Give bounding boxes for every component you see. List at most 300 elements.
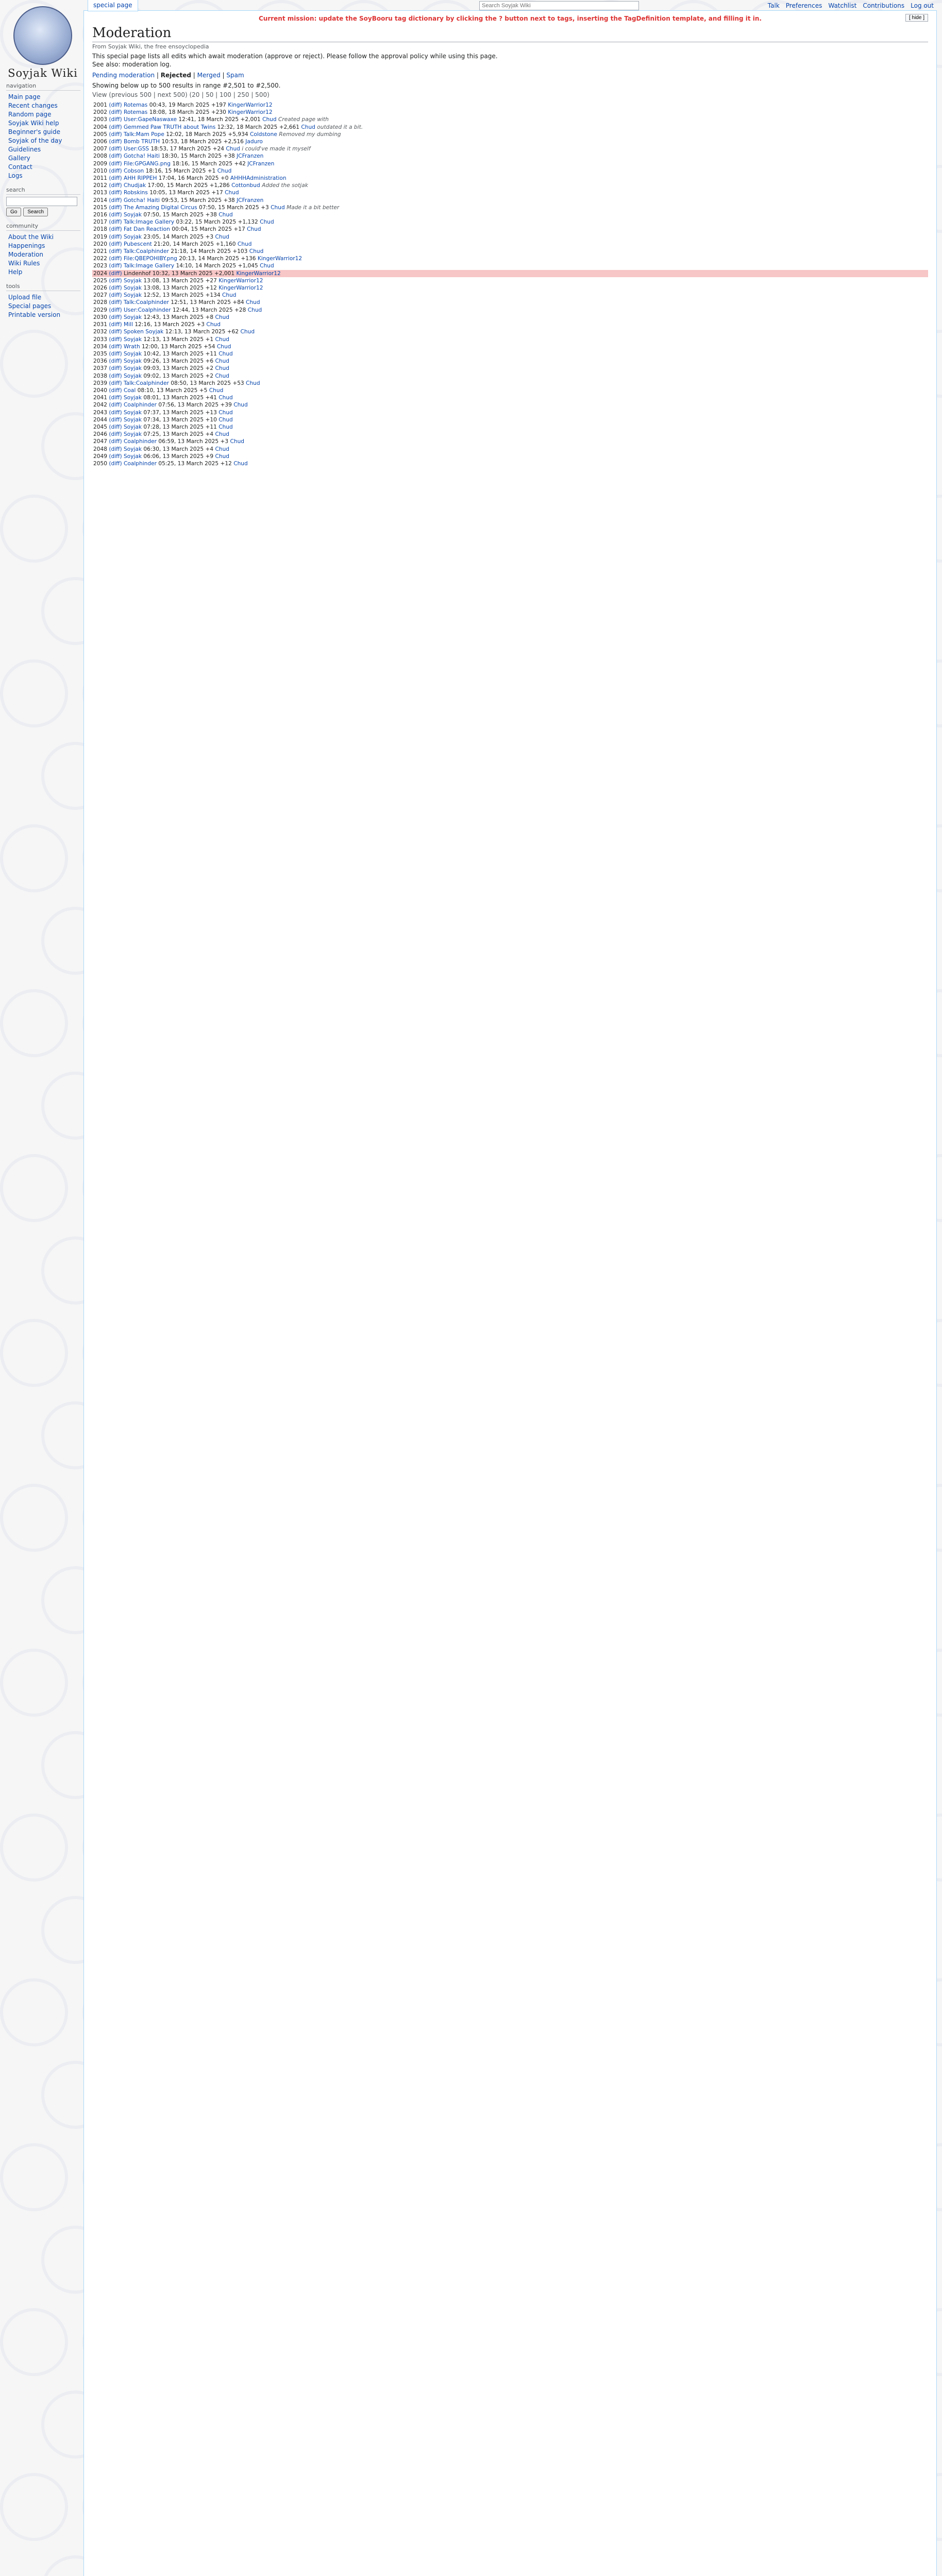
contributions-link[interactable]: Contributions xyxy=(863,2,905,9)
user-link[interactable]: Chud xyxy=(222,292,237,299)
diff-link[interactable]: (diff) xyxy=(109,329,122,335)
page-link[interactable]: Gotcha! Haiti xyxy=(123,153,160,160)
community-link[interactable]: Wiki Rules xyxy=(8,260,40,267)
diff-link[interactable]: (diff) xyxy=(109,167,122,174)
page-link[interactable]: User:GapeNaswaxe xyxy=(123,116,177,123)
diff-link[interactable]: (diff) xyxy=(109,256,122,262)
diff-link[interactable]: (diff) xyxy=(109,423,122,430)
logo-emblem xyxy=(13,6,72,65)
page-link[interactable]: Talk:Coalphinder xyxy=(123,248,169,255)
size-delta: +41 xyxy=(205,395,217,401)
row-number: 2015 xyxy=(93,204,107,211)
list-item xyxy=(92,460,928,467)
size-delta: +42 xyxy=(234,160,246,167)
user-link[interactable]: Chud xyxy=(249,248,264,255)
diff-link[interactable]: (diff) xyxy=(109,219,122,226)
page-link[interactable]: Cobson xyxy=(123,167,144,174)
page-link[interactable]: Talk:Coalphinder xyxy=(123,299,169,306)
page-link[interactable]: Gemmed Paw TRUTH about Twins xyxy=(123,124,216,130)
sidebar-search-input[interactable] xyxy=(6,197,77,206)
user-link[interactable]: Cottonbud xyxy=(231,182,260,189)
list-item xyxy=(92,350,928,358)
timestamp: 07:37, 13 March 2025 xyxy=(143,409,204,416)
page-link[interactable]: User:GSS xyxy=(123,146,149,152)
user-link[interactable]: Chud xyxy=(209,387,224,394)
page-link[interactable]: File:GPGANG.png xyxy=(123,160,171,167)
community-link[interactable]: Moderation xyxy=(8,251,43,258)
tools-link[interactable]: Special pages xyxy=(8,302,52,310)
list-item xyxy=(92,101,928,109)
size-delta: +2,001 xyxy=(240,116,261,123)
timestamp: 10:05, 13 March 2025 xyxy=(149,190,210,196)
diff-link[interactable]: (diff) xyxy=(109,263,122,269)
page-link[interactable]: Soyjak xyxy=(123,285,142,292)
navigation-list xyxy=(3,93,80,180)
diff-link[interactable]: (diff) xyxy=(109,395,122,401)
talk-link[interactable]: Talk xyxy=(767,2,780,9)
diff-link[interactable]: (diff) xyxy=(109,299,122,306)
page-link[interactable]: Soyjak xyxy=(123,212,142,218)
page-link[interactable]: Soyjak xyxy=(123,350,142,357)
page-link[interactable]: Soyjak xyxy=(123,453,142,460)
user-link[interactable]: Chud xyxy=(271,204,285,211)
page-link[interactable]: Soyjak xyxy=(123,416,142,423)
page-link[interactable]: Soyjak xyxy=(123,423,142,430)
user-link[interactable]: Chud xyxy=(215,453,230,460)
user-link[interactable]: Chud xyxy=(215,431,230,438)
user-link[interactable]: Coldstone xyxy=(249,131,277,138)
list-item xyxy=(92,109,928,116)
intro-text: This special page lists all edits which await moderation (approve or reject). Please follow the approval policy while using this page. xyxy=(92,53,498,60)
user-link[interactable]: JCFranzen xyxy=(237,153,264,160)
navigation-link[interactable]: Soyjak Wiki help xyxy=(8,120,59,127)
page-link[interactable]: Talk:Image Gallery xyxy=(123,263,175,269)
size-delta: +1,286 xyxy=(209,182,230,189)
sidebar xyxy=(3,82,80,326)
user-link[interactable]: Chud xyxy=(247,307,262,313)
row-number: 2028 xyxy=(93,299,107,306)
list-item xyxy=(92,124,928,131)
row-number: 2043 xyxy=(93,409,107,416)
list-item xyxy=(92,394,928,401)
timestamp: 12:00, 13 March 2025 xyxy=(142,343,202,350)
list-item xyxy=(92,423,928,431)
diff-link[interactable]: (diff) xyxy=(109,131,122,138)
diff-link[interactable]: (diff) xyxy=(109,204,122,211)
background-circle xyxy=(0,659,68,727)
page-link[interactable]: Soyjak xyxy=(123,365,142,372)
community-link[interactable]: Help xyxy=(8,268,23,276)
see-also-text: See also: moderation log. xyxy=(92,61,172,68)
size-delta: +11 xyxy=(205,350,217,357)
user-link[interactable]: Chud xyxy=(215,358,230,365)
user-link[interactable]: Chud xyxy=(237,241,252,247)
navigation-item xyxy=(8,163,80,172)
timestamp: 12:52, 13 March 2025 xyxy=(143,292,204,299)
page-link[interactable]: Coalphinder xyxy=(123,460,157,467)
navigation-link[interactable]: Logs xyxy=(8,172,23,179)
diff-link[interactable]: (diff) xyxy=(109,124,122,130)
size-delta: +39 xyxy=(220,402,232,409)
page-link[interactable]: Talk:Coalphinder xyxy=(123,380,169,386)
page-link[interactable]: Soyjak xyxy=(123,292,142,299)
size-delta: +8 xyxy=(205,314,214,320)
user-link[interactable]: Chud xyxy=(247,226,261,233)
page-link[interactable]: Rotemas xyxy=(123,102,148,108)
timestamp: 17:00, 15 March 2025 xyxy=(147,182,208,189)
timestamp: 07:56, 13 March 2025 xyxy=(158,402,219,409)
page-link[interactable]: Soyjak xyxy=(123,409,142,416)
size-delta: +1,160 xyxy=(215,241,236,247)
size-delta: +6 xyxy=(205,358,214,365)
watchlist-link[interactable]: Watchlist xyxy=(828,2,857,9)
background-circle xyxy=(0,1978,68,2046)
navigation-link[interactable]: Soyjak of the day xyxy=(8,137,62,144)
edit-comment: Created page with xyxy=(278,116,329,123)
diff-link[interactable]: (diff) xyxy=(109,190,122,196)
logout-link[interactable]: Log out xyxy=(911,2,934,9)
list-item xyxy=(92,321,928,328)
user-link[interactable]: Chud xyxy=(206,321,221,328)
list-item xyxy=(92,248,928,255)
user-link[interactable]: Chud xyxy=(218,416,233,423)
row-number: 2004 xyxy=(93,124,107,130)
diff-link[interactable]: (diff) xyxy=(109,292,122,299)
sidebar-navigation xyxy=(3,82,80,180)
page-link[interactable]: Pubescent xyxy=(123,241,152,247)
diff-link[interactable]: (diff) xyxy=(109,116,122,123)
user-link[interactable]: Chud xyxy=(230,438,245,445)
diff-link[interactable]: (diff) xyxy=(109,416,122,423)
diff-link[interactable]: (diff) xyxy=(109,336,122,343)
top-search-input[interactable] xyxy=(479,1,639,10)
diff-link[interactable]: (diff) xyxy=(109,277,122,284)
tools-item xyxy=(8,311,80,319)
user-link[interactable]: Chud xyxy=(218,395,233,401)
timestamp: 00:04, 15 March 2025 xyxy=(172,226,232,233)
diff-link[interactable]: (diff) xyxy=(109,226,122,233)
user-link[interactable]: Chud xyxy=(218,423,233,430)
user-link[interactable]: AHHHAdministration xyxy=(230,175,287,182)
list-item xyxy=(92,204,928,211)
row-number: 2033 xyxy=(93,336,107,343)
go-button[interactable]: Go xyxy=(6,208,21,216)
list-item xyxy=(92,431,928,438)
edit-comment: Removed my dumbing xyxy=(279,131,341,138)
navigation-link[interactable]: Random page xyxy=(8,111,52,118)
list-item xyxy=(92,446,928,453)
filter-merged[interactable]: Merged xyxy=(197,72,221,79)
diff-link[interactable]: (diff) xyxy=(109,372,122,379)
tools-item xyxy=(8,302,80,311)
user-link[interactable]: Chud xyxy=(226,146,240,152)
page-link[interactable]: Coalphinder xyxy=(123,402,157,409)
page-tabs xyxy=(88,0,138,11)
size-delta: +10 xyxy=(205,416,217,423)
diff-link[interactable]: (diff) xyxy=(109,153,122,160)
diff-link[interactable]: (diff) xyxy=(109,197,122,204)
hide-notice-button[interactable]: [ hide ] xyxy=(905,14,928,22)
diff-link[interactable]: (diff) xyxy=(109,248,122,255)
row-number: 2014 xyxy=(93,197,107,204)
diff-link[interactable]: (diff) xyxy=(109,453,122,460)
user-link[interactable]: Chud xyxy=(215,365,230,372)
timestamp: 06:59, 13 March 2025 xyxy=(158,438,219,445)
navigation-item xyxy=(8,145,80,154)
page-link[interactable]: Coalphinder xyxy=(123,438,157,445)
user-link[interactable]: KingerWarrior12 xyxy=(218,277,263,284)
background-circle xyxy=(0,330,68,398)
page-link[interactable]: Coal xyxy=(123,387,136,394)
size-delta: +3 xyxy=(220,438,229,445)
page-link[interactable]: Soyjak xyxy=(123,358,142,365)
user-link[interactable]: KingerWarrior12 xyxy=(236,270,281,277)
user-link[interactable]: JCFranzen xyxy=(247,160,275,167)
user-link[interactable]: Chud xyxy=(215,372,230,379)
size-delta: +3 xyxy=(261,204,269,211)
row-number: 2003 xyxy=(93,116,107,123)
diff-link[interactable]: (diff) xyxy=(109,321,122,328)
row-number: 2001 xyxy=(93,102,107,108)
row-number: 2005 xyxy=(93,131,107,138)
row-number: 2034 xyxy=(93,343,107,350)
timestamp: 21:18, 14 March 2025 xyxy=(171,248,231,255)
size-delta: +1,045 xyxy=(238,263,258,269)
navigation-link[interactable]: Gallery xyxy=(8,155,30,162)
background-circle xyxy=(0,989,68,1057)
timestamp: 09:03, 13 March 2025 xyxy=(143,365,204,372)
page-link[interactable]: Soyjak xyxy=(123,446,142,452)
diff-link[interactable]: (diff) xyxy=(109,160,122,167)
page-link[interactable]: Fat Dan Reaction xyxy=(123,226,170,233)
filter-pending[interactable]: Pending moderation xyxy=(92,72,155,79)
row-number: 2047 xyxy=(93,438,107,445)
row-number: 2040 xyxy=(93,387,107,394)
page-link[interactable]: Soyjak xyxy=(123,233,142,240)
diff-link[interactable]: (diff) xyxy=(109,343,122,350)
diff-link[interactable]: (diff) xyxy=(109,438,122,445)
page-link[interactable]: Talk:Mam Pope xyxy=(123,131,164,138)
user-link[interactable]: KingerWarrior12 xyxy=(228,102,273,108)
user-link[interactable]: Chud xyxy=(240,329,255,335)
navigation-item xyxy=(8,101,80,110)
community-item xyxy=(8,233,80,242)
diff-link[interactable]: (diff) xyxy=(109,285,122,292)
size-delta: +62 xyxy=(227,329,239,335)
timestamp: 20:13, 14 March 2025 xyxy=(179,256,240,262)
user-link[interactable]: Chud xyxy=(225,190,239,196)
size-delta: +136 xyxy=(241,256,256,262)
page-link[interactable]: Spoken Soyjak xyxy=(123,329,164,335)
size-delta: +3 xyxy=(196,321,205,328)
row-number: 2020 xyxy=(93,241,107,247)
background-circle xyxy=(0,2473,68,2541)
background-circle xyxy=(0,1649,68,1717)
page-link[interactable]: Chudjak xyxy=(123,182,146,189)
timestamp: 06:06, 13 March 2025 xyxy=(143,453,204,460)
row-number: 2050 xyxy=(93,460,107,467)
row-number: 2039 xyxy=(93,380,107,386)
diff-link[interactable]: (diff) xyxy=(109,270,122,277)
user-link[interactable]: Chud xyxy=(260,219,274,226)
size-delta: +84 xyxy=(232,299,244,306)
row-number: 2045 xyxy=(93,423,107,430)
sidebar-heading-community: community xyxy=(6,223,80,231)
diff-link[interactable]: (diff) xyxy=(109,212,122,218)
user-link[interactable]: Chud xyxy=(215,233,230,240)
tab-special-page[interactable]: special page xyxy=(88,0,138,11)
size-delta: +11 xyxy=(205,423,217,430)
filter-rejected: Rejected xyxy=(160,72,191,79)
user-link[interactable]: Chud xyxy=(218,212,233,218)
tools-link[interactable]: Upload file xyxy=(8,294,42,301)
diff-link[interactable]: (diff) xyxy=(109,446,122,452)
diff-link[interactable]: (diff) xyxy=(109,460,122,467)
timestamp: 09:53, 15 March 2025 xyxy=(161,197,222,204)
user-link[interactable]: Chud xyxy=(233,402,248,409)
size-delta: +2,001 xyxy=(214,270,235,277)
diff-link[interactable]: (diff) xyxy=(109,175,122,182)
size-delta: +4 xyxy=(205,446,214,452)
user-link[interactable]: KingerWarrior12 xyxy=(228,109,273,116)
page-link[interactable]: The Amazing Digital Circus xyxy=(123,204,197,211)
size-delta: +197 xyxy=(211,102,226,108)
user-link[interactable]: Chud xyxy=(233,460,248,467)
page-link[interactable]: Soyjak xyxy=(123,314,142,320)
diff-link[interactable]: (diff) xyxy=(109,233,122,240)
pager[interactable]: View (previous 500 | next 500) (20 | 50 | 100 | 250 | 500) xyxy=(92,91,270,98)
page-link[interactable]: Bomb TRUTH xyxy=(123,139,160,145)
timestamp: 05:25, 13 March 2025 xyxy=(158,460,219,467)
diff-link[interactable]: (diff) xyxy=(109,387,122,394)
page-link[interactable]: Gotcha! Haiti xyxy=(123,197,160,204)
tools-link[interactable]: Printable version xyxy=(8,311,61,318)
size-delta: +1 xyxy=(207,167,216,174)
user-link[interactable]: Chud xyxy=(262,116,277,123)
diff-link[interactable]: (diff) xyxy=(109,109,122,116)
size-delta: +53 xyxy=(232,380,244,386)
background-circle xyxy=(0,824,68,892)
diff-link[interactable]: (diff) xyxy=(109,139,122,145)
user-link[interactable]: Jaduro xyxy=(245,139,263,145)
page-link[interactable]: Robskins xyxy=(123,190,148,196)
user-link[interactable]: KingerWarrior12 xyxy=(218,285,263,292)
diff-link[interactable]: (diff) xyxy=(109,358,122,365)
navigation-link[interactable]: Recent changes xyxy=(8,102,58,109)
user-link[interactable]: Chud xyxy=(301,124,315,130)
row-number: 2036 xyxy=(93,358,107,365)
user-link[interactable]: Chud xyxy=(218,409,233,416)
page-link[interactable]: Lindenhof xyxy=(123,270,151,277)
diff-link[interactable]: (diff) xyxy=(109,102,122,108)
preferences-link[interactable]: Preferences xyxy=(785,2,822,9)
user-link[interactable]: JCFranzen xyxy=(237,197,264,204)
page-link[interactable]: Soyjak xyxy=(123,277,142,284)
navigation-link[interactable]: Guidelines xyxy=(8,146,41,153)
filter-spam[interactable]: Spam xyxy=(226,72,244,79)
user-link[interactable]: Chud xyxy=(260,263,274,269)
list-item xyxy=(92,336,928,343)
diff-link[interactable]: (diff) xyxy=(109,146,122,152)
page-title: Moderation xyxy=(92,25,928,42)
size-delta: +3 xyxy=(205,233,214,240)
page-link[interactable]: File:QBEPOHIBY.png xyxy=(123,256,177,262)
diff-link[interactable]: (diff) xyxy=(109,380,122,386)
page-link[interactable]: User:Coalphinder xyxy=(123,307,171,313)
page-link[interactable]: Wrath xyxy=(123,343,140,350)
diff-link[interactable]: (diff) xyxy=(109,182,122,189)
community-link[interactable]: Happenings xyxy=(8,242,45,249)
list-item xyxy=(92,138,928,145)
diff-link[interactable]: (diff) xyxy=(109,409,122,416)
user-link[interactable]: Chud xyxy=(215,336,230,343)
navigation-link[interactable]: Main page xyxy=(8,93,41,100)
diff-link[interactable]: (diff) xyxy=(109,365,122,372)
user-link[interactable]: Chud xyxy=(246,299,260,306)
page-link[interactable]: Mill xyxy=(123,321,133,328)
size-delta: +17 xyxy=(211,190,223,196)
list-item xyxy=(92,358,928,365)
list-item xyxy=(92,131,928,138)
user-link[interactable]: Chud xyxy=(215,314,230,320)
timestamp: 18:16, 15 March 2025 xyxy=(172,160,233,167)
diff-link[interactable]: (diff) xyxy=(109,431,122,438)
sidebar-heading-tools: tools xyxy=(6,283,80,291)
page-link[interactable]: Soyjak xyxy=(123,336,142,343)
page-link[interactable]: Rotemas xyxy=(123,109,148,116)
page-link[interactable]: Soyjak xyxy=(123,372,142,379)
user-link[interactable]: Chud xyxy=(217,167,232,174)
diff-link[interactable]: (diff) xyxy=(109,402,122,409)
list-item xyxy=(92,372,928,380)
row-number: 2023 xyxy=(93,263,107,269)
page-link[interactable]: Soyjak xyxy=(123,431,142,438)
page-link[interactable]: Soyjak xyxy=(123,395,142,401)
search-button[interactable]: Search xyxy=(23,208,48,216)
timestamp: 08:01, 13 March 2025 xyxy=(143,395,204,401)
navigation-link[interactable]: Contact xyxy=(8,163,32,171)
diff-link[interactable]: (diff) xyxy=(109,350,122,357)
list-item xyxy=(92,343,928,350)
diff-link[interactable]: (diff) xyxy=(109,241,122,247)
site-logo[interactable] xyxy=(4,6,81,78)
page-link[interactable]: Talk:Image Gallery xyxy=(123,219,175,226)
user-link[interactable]: Chud xyxy=(218,350,233,357)
list-item xyxy=(92,145,928,152)
navigation-item xyxy=(8,110,80,119)
background-circle xyxy=(0,1319,68,1387)
user-link[interactable]: Chud xyxy=(246,380,260,386)
row-number: 2031 xyxy=(93,321,107,328)
user-link[interactable]: KingerWarrior12 xyxy=(257,256,302,262)
community-link[interactable]: About the Wiki xyxy=(8,233,54,241)
page-link[interactable]: AHH RIPPEH xyxy=(123,175,157,182)
diff-link[interactable]: (diff) xyxy=(109,307,122,313)
list-item xyxy=(92,277,928,284)
row-number: 2027 xyxy=(93,292,107,299)
user-link[interactable]: Chud xyxy=(216,343,231,350)
row-number: 2041 xyxy=(93,395,107,401)
size-delta: +230 xyxy=(211,109,226,116)
background-circle xyxy=(0,1814,68,1882)
size-delta: +9 xyxy=(205,453,214,460)
size-delta: +2 xyxy=(205,372,214,379)
row-number: 2012 xyxy=(93,182,107,189)
navigation-link[interactable]: Beginner's guide xyxy=(8,128,61,135)
list-item xyxy=(92,152,928,160)
user-link[interactable]: Chud xyxy=(215,446,230,452)
diff-link[interactable]: (diff) xyxy=(109,314,122,320)
